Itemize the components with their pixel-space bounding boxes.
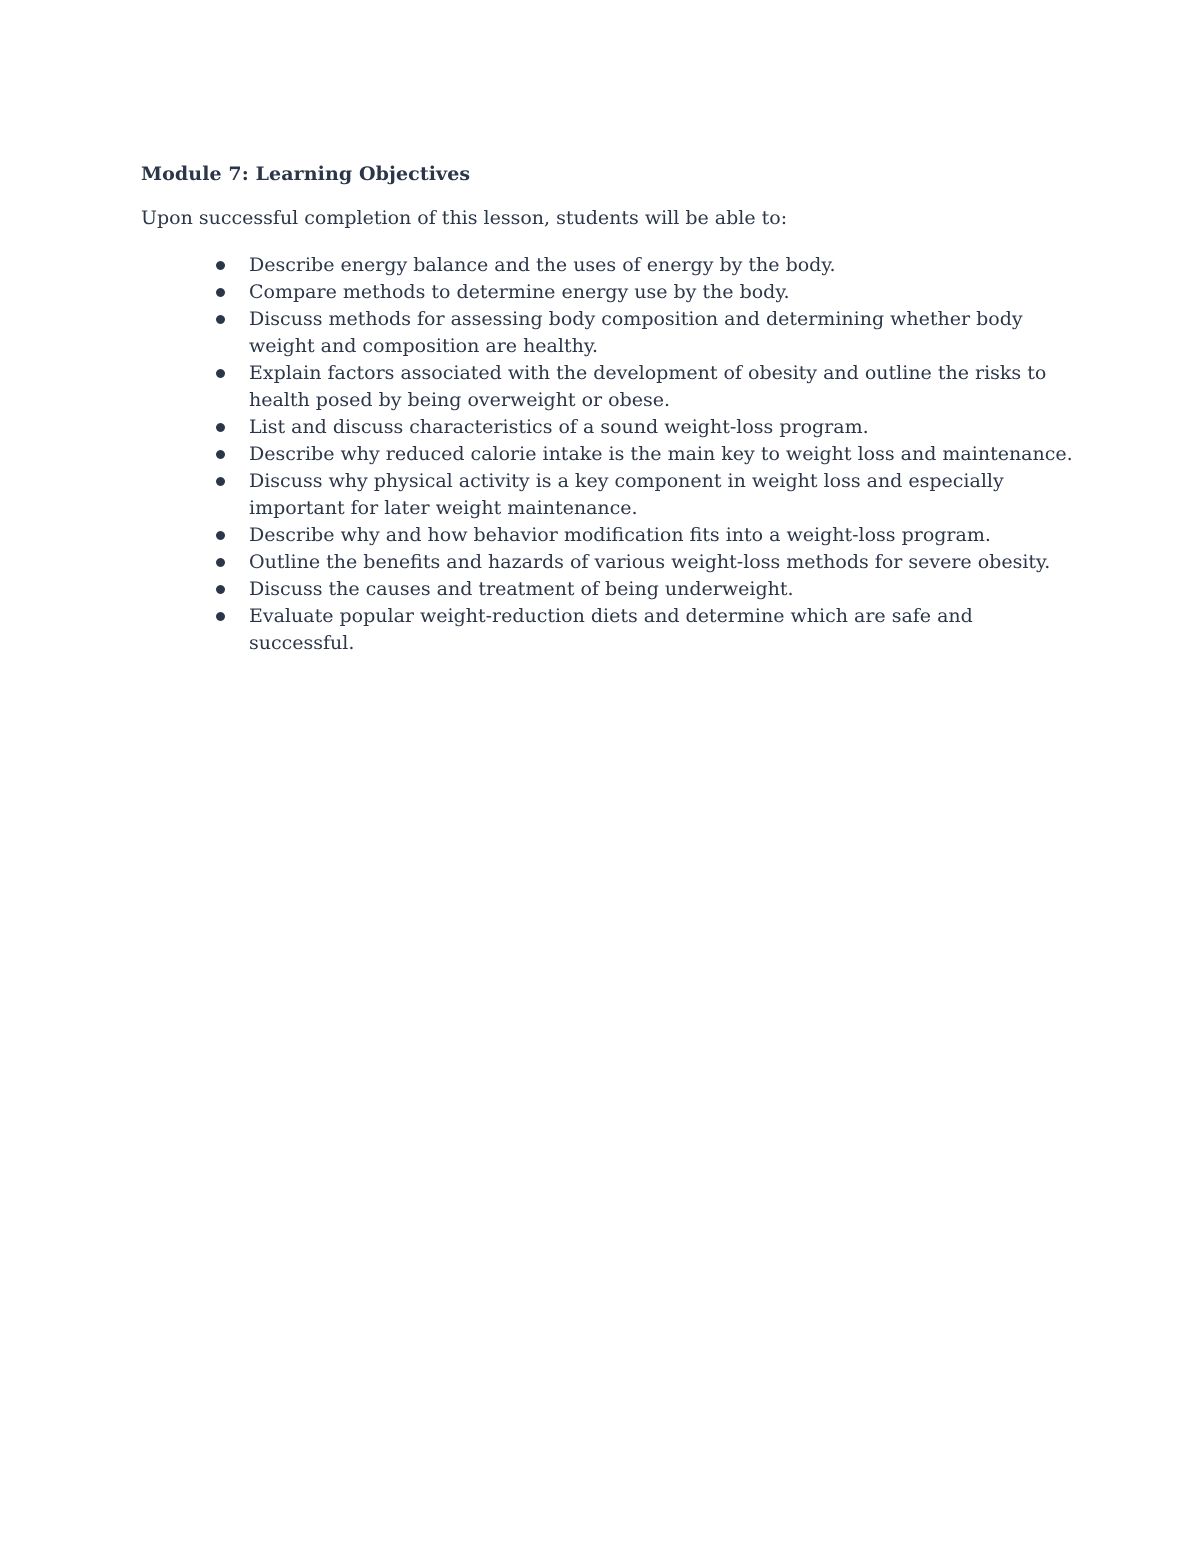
list-item: [249, 279, 1081, 306]
bullet-icon: [216, 288, 225, 297]
bullet-icon: [216, 585, 225, 594]
objective-text: Explain factors associated with the development of obesity and outline the risks to health posed by being overweight or obese.: [249, 362, 1047, 411]
objectives-list: [141, 252, 1081, 657]
list-item: [249, 414, 1081, 441]
list-item: [249, 441, 1081, 468]
list-item: [249, 549, 1081, 576]
bullet-icon: [216, 261, 225, 270]
intro-paragraph: Upon successful completion of this lesson, students will be able to:: [141, 207, 788, 229]
bullet-icon: [216, 450, 225, 459]
objective-text: Describe energy balance and the uses of energy by the body.: [249, 254, 836, 276]
bullet-icon: [216, 369, 225, 378]
bullet-icon: [216, 423, 225, 432]
objective-text: List and discuss characteristics of a sound weight-loss program.: [249, 416, 869, 438]
list-item: [249, 603, 1081, 657]
objective-text: Evaluate popular weight-reduction diets and determine which are safe and successful.: [249, 605, 973, 654]
list-item: [249, 360, 1081, 414]
bullet-icon: [216, 315, 225, 324]
list-item: [249, 306, 1081, 360]
objective-text: Outline the benefits and hazards of various weight-loss methods for severe obesity.: [249, 551, 1051, 573]
objective-text: Describe why and how behavior modification fits into a weight-loss program.: [249, 524, 991, 546]
list-item: [249, 468, 1081, 522]
objective-text: Discuss the causes and treatment of being underweight.: [249, 578, 794, 600]
bullet-icon: [216, 558, 225, 567]
list-item: [249, 576, 1081, 603]
objective-text: Describe why reduced calorie intake is the main key to weight loss and maintenance.: [249, 443, 1073, 465]
page-title: Module 7: Learning Objectives: [141, 163, 471, 185]
list-item: [249, 252, 1081, 279]
bullet-icon: [216, 531, 225, 540]
bullet-icon: [216, 477, 225, 486]
list-item: [249, 522, 1081, 549]
document-content: [141, 160, 1081, 657]
bullet-icon: [216, 612, 225, 621]
objective-text: Discuss methods for assessing body composition and determining whether body weight and composition are healthy.: [249, 308, 1023, 357]
objective-text: Discuss why physical activity is a key component in weight loss and especially important for later weight maintenance.: [249, 470, 1004, 519]
objective-text: Compare methods to determine energy use by the body.: [249, 281, 790, 303]
